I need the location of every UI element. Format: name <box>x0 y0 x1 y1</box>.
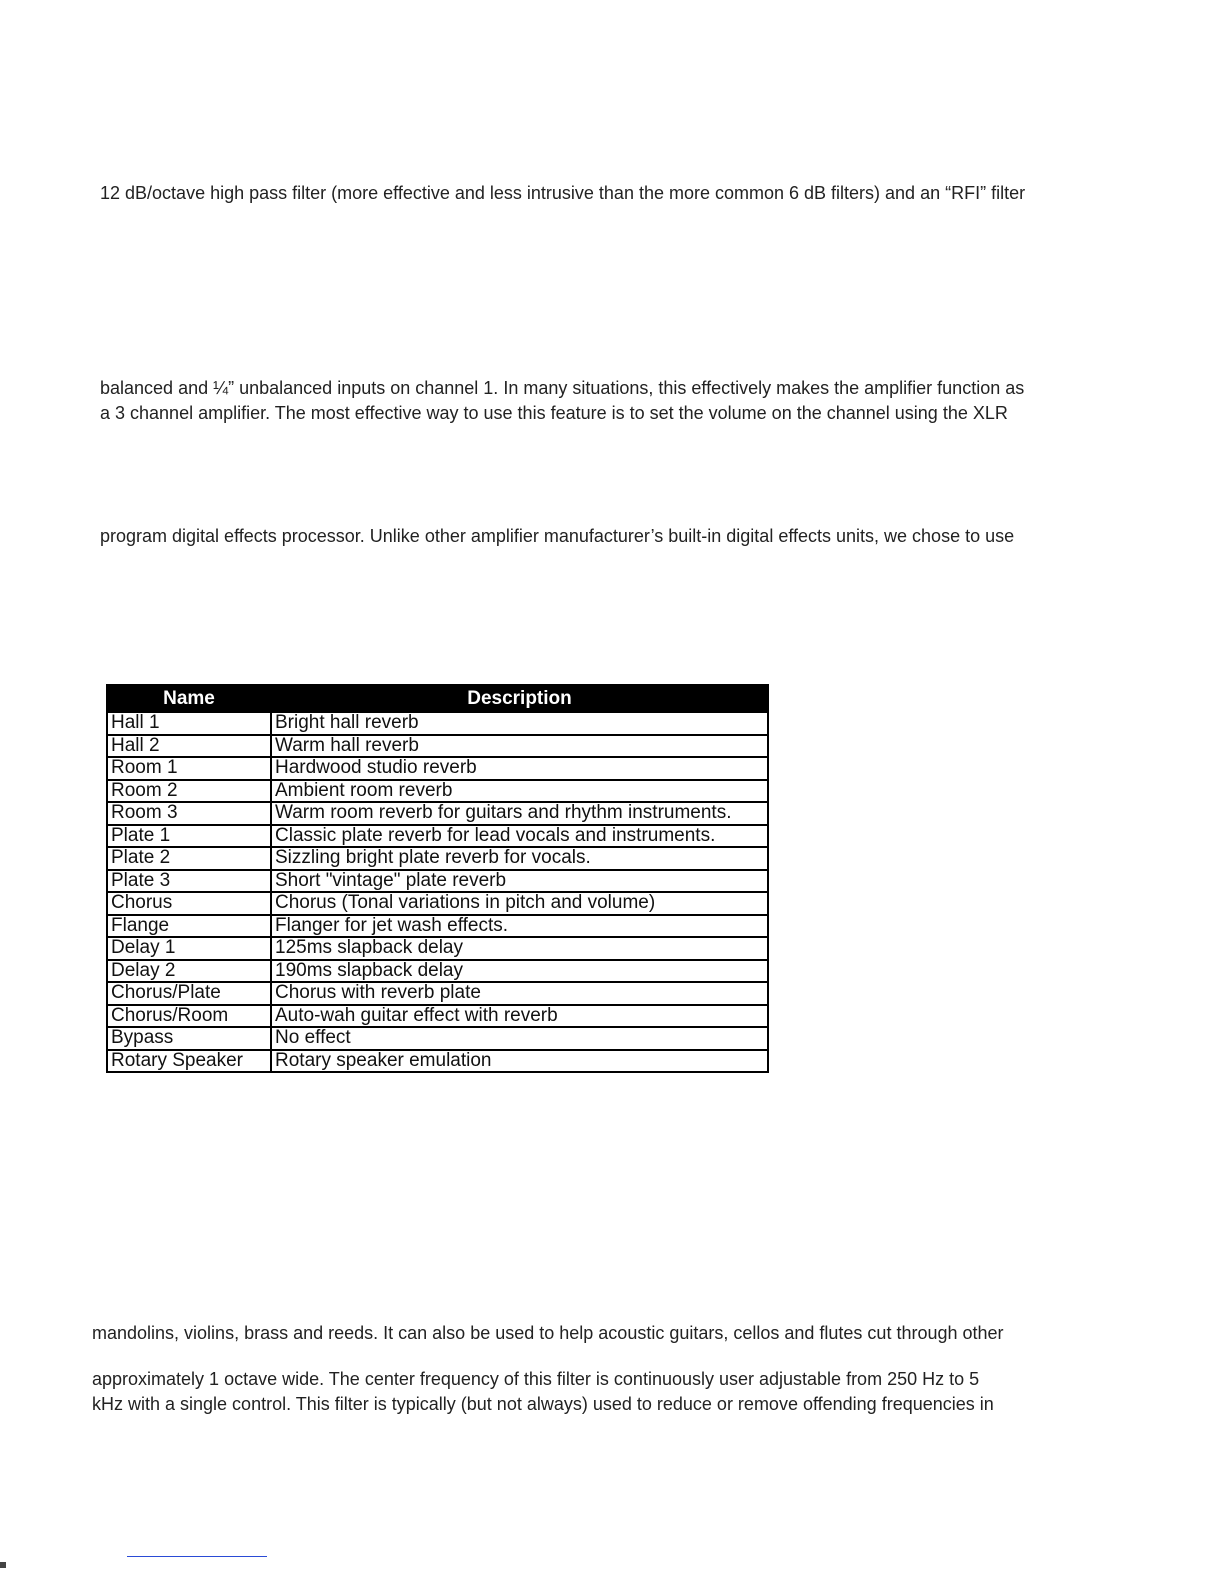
effect-name-cell: Plate 3 <box>107 870 271 893</box>
effect-name-cell: Room 1 <box>107 757 271 780</box>
paragraph-line: approximately 1 octave wide. The center frequency of this filter is continuously user adjustable from 250 Hz to 5 <box>92 1369 980 1389</box>
effect-name-cell: Delay 2 <box>107 960 271 983</box>
effect-name-cell: Room 2 <box>107 780 271 803</box>
table-row <box>107 712 768 735</box>
table-row <box>107 780 768 803</box>
column-header-name: Name <box>107 685 271 712</box>
effect-description-cell: Chorus (Tonal variations in pitch and volume) <box>271 892 768 915</box>
effect-description-cell: Rotary speaker emulation <box>271 1050 768 1073</box>
table-row <box>107 982 768 1005</box>
paragraph-line: a 3 channel amplifier. The most effective way to use this feature is to set the volume on the channel using the XLR <box>100 403 1008 423</box>
effect-description-cell: 125ms slapback delay <box>271 937 768 960</box>
effect-description-cell: Bright hall reverb <box>271 712 768 735</box>
effect-description-cell: Short "vintage" plate reverb <box>271 870 768 893</box>
table-row <box>107 892 768 915</box>
table-row <box>107 847 768 870</box>
table-row <box>107 1027 768 1050</box>
effect-name-cell: Hall 1 <box>107 712 271 735</box>
table-row <box>107 870 768 893</box>
effect-name-cell: Chorus/Room <box>107 1005 271 1028</box>
paragraph-line: kHz with a single control. This filter is typically (but not always) used to reduce or remove offending frequencies in <box>92 1394 994 1414</box>
effect-name-cell: Bypass <box>107 1027 271 1050</box>
paragraph-line: program digital effects processor. Unlike other amplifier manufacturer’s built-in digital effects units, we chose to use <box>100 526 1015 546</box>
table-row <box>107 937 768 960</box>
effect-description-cell: Classic plate reverb for lead vocals and instruments. <box>271 825 768 848</box>
corner-mark <box>0 1562 6 1568</box>
effect-name-cell: Plate 1 <box>107 825 271 848</box>
effect-description-cell: Warm room reverb for guitars and rhythm instruments. <box>271 802 768 825</box>
table-row <box>107 1005 768 1028</box>
effect-name-cell: Chorus <box>107 892 271 915</box>
table-row <box>107 1050 768 1073</box>
effect-description-cell: No effect <box>271 1027 768 1050</box>
effect-description-cell: Warm hall reverb <box>271 735 768 758</box>
effect-name-cell: Flange <box>107 915 271 938</box>
table-row <box>107 825 768 848</box>
paragraph-line: balanced and ¼” unbalanced inputs on channel 1. In many situations, this effectively makes the amplifier function as <box>100 378 1025 398</box>
effect-name-cell: Room 3 <box>107 802 271 825</box>
table-row <box>107 802 768 825</box>
footer-rule <box>127 1556 267 1557</box>
paragraph-line: mandolins, violins, brass and reeds. It can also be used to help acoustic guitars, cellos and flutes cut through other <box>92 1323 1004 1343</box>
effect-name-cell: Hall 2 <box>107 735 271 758</box>
paragraph-line: 12 dB/octave high pass filter (more effective and less intrusive than the more common 6 dB filters) and an “RFI” filter <box>100 183 1026 203</box>
effect-name-cell: Rotary Speaker <box>107 1050 271 1073</box>
effects-table <box>106 684 769 1073</box>
effect-description-cell: Sizzling bright plate reverb for vocals. <box>271 847 768 870</box>
column-header-description: Description <box>271 685 768 712</box>
effect-name-cell: Delay 1 <box>107 937 271 960</box>
table-row <box>107 735 768 758</box>
effect-description-cell: 190ms slapback delay <box>271 960 768 983</box>
effect-description-cell: Ambient room reverb <box>271 780 768 803</box>
table-row <box>107 757 768 780</box>
table-row <box>107 915 768 938</box>
effect-name-cell: Chorus/Plate <box>107 982 271 1005</box>
effect-description-cell: Chorus with reverb plate <box>271 982 768 1005</box>
table-row <box>107 960 768 983</box>
effect-description-cell: Auto-wah guitar effect with reverb <box>271 1005 768 1028</box>
effect-description-cell: Hardwood studio reverb <box>271 757 768 780</box>
effect-description-cell: Flanger for jet wash effects. <box>271 915 768 938</box>
table-header-row <box>107 685 768 712</box>
effect-name-cell: Plate 2 <box>107 847 271 870</box>
